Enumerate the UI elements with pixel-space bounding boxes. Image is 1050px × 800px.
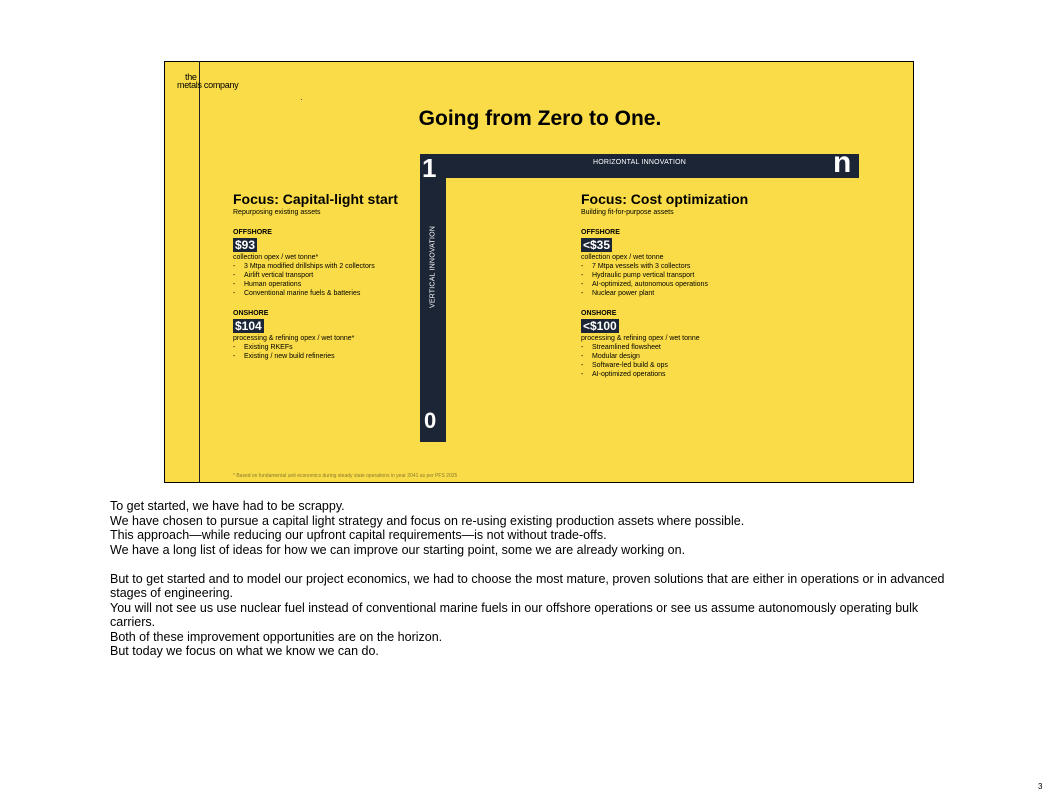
speaker-notes xyxy=(110,499,960,659)
right-onshore-description: processing & refining opex / wet tonne xyxy=(581,335,700,342)
slide-title: Going from Zero to One. xyxy=(418,107,662,130)
right-offshore-description: collection opex / wet tonne xyxy=(581,254,664,261)
left-onshore-price: $104 xyxy=(235,319,262,333)
left-subheading: Repurposing existing assets xyxy=(233,209,321,216)
decorative-dot xyxy=(301,99,302,100)
axis-label-one: 1 xyxy=(422,153,437,183)
list-item: - Existing / new build refineries xyxy=(233,352,413,361)
right-subheading: Building fit-for-purpose assets xyxy=(581,209,674,216)
notes-line: But to get started and to model our project economics, we had to choose the most mature, proven solutions that are either in operations or in advanced stages of engineering. xyxy=(110,571,945,600)
company-logo xyxy=(177,73,238,89)
slide xyxy=(164,61,914,483)
notes-line: To get started, we have had to be scrappy. xyxy=(110,499,345,513)
left-offshore-list xyxy=(233,262,413,298)
left-offshore-price: $93 xyxy=(235,238,256,252)
list-item: - Nuclear power plant xyxy=(581,289,781,298)
right-onshore-price: <$100 xyxy=(583,319,617,333)
list-item: - Software-led build & ops xyxy=(581,361,781,370)
left-onshore-list xyxy=(233,343,413,361)
notes-blank-line xyxy=(110,557,960,572)
page-number: 3 xyxy=(1038,782,1043,791)
notes-line: We have a long list of ideas for how we can improve our starting point, some we are already working on. xyxy=(110,542,686,557)
list-item: - Hydraulic pump vertical transport xyxy=(581,271,781,280)
right-column xyxy=(581,191,781,379)
notes-line: Both of these improvement opportunities are on the horizon. xyxy=(110,629,443,644)
vertical-innovation-label: VERTICAL INNOVATION xyxy=(429,225,437,309)
notes-line: We have chosen to pursue a capital light strategy and focus on re-using existing production assets where possible. xyxy=(110,513,745,528)
left-heading: Focus: Capital-light start xyxy=(233,191,398,207)
left-onshore-label: ONSHORE xyxy=(233,310,269,317)
logo-bottom-text: metals company xyxy=(177,80,239,90)
left-offshore-label: OFFSHORE xyxy=(233,229,272,236)
right-offshore-list xyxy=(581,262,781,298)
horizontal-axis-bar xyxy=(420,154,859,178)
notes-line: You will not see us use nuclear fuel instead of conventional marine fuels in our offshore operations or see us assume autonomously operating bulk carriers. xyxy=(110,600,919,629)
list-item: - Streamlined flowsheet xyxy=(581,343,781,352)
list-item: - 3 Mtpa modified drillships with 2 collectors xyxy=(233,262,413,271)
list-item: - AI-optimized, autonomous operations xyxy=(581,280,781,289)
left-onshore-description: processing & refining opex / wet tonne* xyxy=(233,335,355,342)
list-item: - 7 Mtpa vessels with 3 collectors xyxy=(581,262,781,271)
list-item: - AI-optimized operations xyxy=(581,370,781,379)
logo-top-text: the xyxy=(185,72,197,82)
left-offshore-description: collection opex / wet tonne* xyxy=(233,254,319,261)
right-offshore-price: <$35 xyxy=(583,238,611,252)
list-item: - Modular design xyxy=(581,352,781,361)
notes-line: But today we focus on what we know we can do. xyxy=(110,644,379,658)
slide-footnote: * Based on fundamental unit economics during steady state operations in year 2041 as per PFS 2025 xyxy=(233,473,458,479)
right-onshore-label: ONSHORE xyxy=(581,310,617,317)
list-item: - Human operations xyxy=(233,280,413,289)
axis-label-zero: 0 xyxy=(424,408,437,433)
right-heading: Focus: Cost optimization xyxy=(581,191,749,207)
right-onshore-list xyxy=(581,343,781,379)
horizontal-innovation-label: HORIZONTAL INNOVATION xyxy=(593,159,686,166)
list-item: - Airlift vertical transport xyxy=(233,271,413,280)
list-item: - Existing RKEFs xyxy=(233,343,413,352)
list-item: - Conventional marine fuels & batteries xyxy=(233,289,413,298)
right-offshore-label: OFFSHORE xyxy=(581,229,620,236)
notes-line: This approach—while reducing our upfront capital requirements—is not without trade-offs. xyxy=(110,528,607,542)
left-column xyxy=(233,191,413,361)
axis-label-n: n xyxy=(833,146,852,179)
